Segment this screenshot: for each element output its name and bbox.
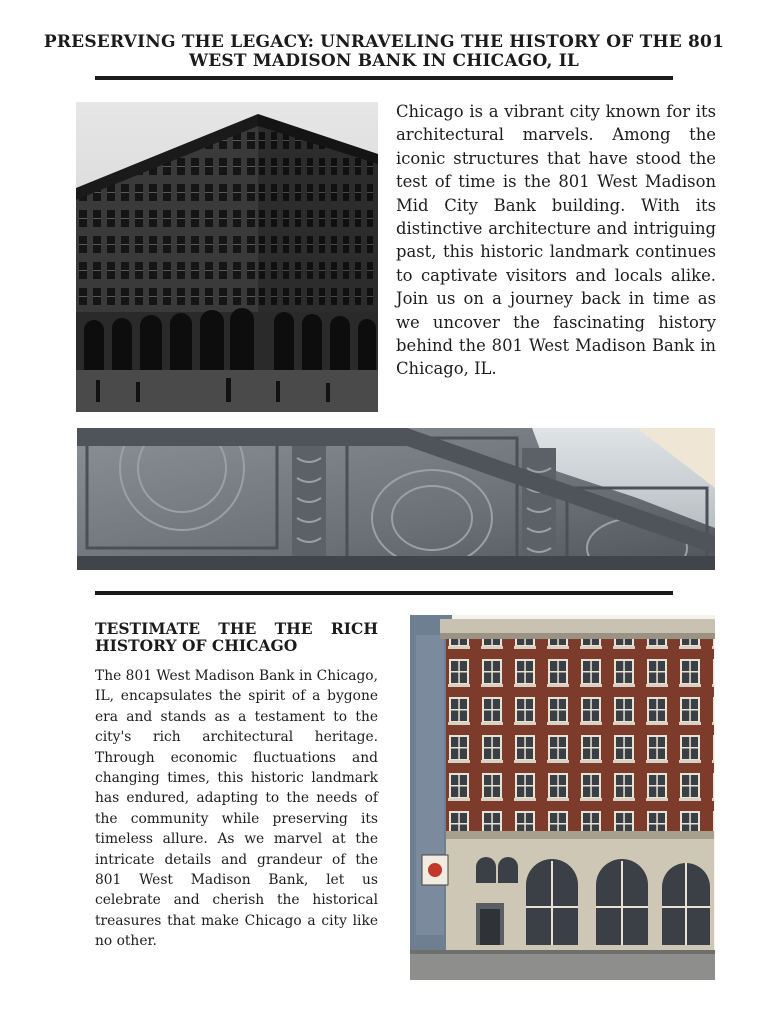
- title-divider: [95, 76, 673, 80]
- section-paragraph: The 801 West Madison Bank in Chicago, IL, encapsulates the spirit of a bygone era and stands as a testament to the city's rich architectural heritage. Through economic fluctuations and changing times, this historic landmark has endured, adapting to the needs of the community while preserving its timeless allure. As we marvel at the intricate details and grandeur of the 801 West Madison Bank, let us celebrate and cherish the historical treasures that make Chicago a city like no other.: [95, 668, 378, 950]
- intro-paragraph: Chicago is a vibrant city known for its architectural marvels. Among the iconic structures that have stood the test of time is the 801 West Madison Mid City Bank building. With its distinctive architecture and intriguing past, this historic landmark continues to captivate visitors and locals alike. Join us on a journey back in time as we uncover the fascinating history behind the 801 West Madison Bank in Chicago, IL.: [396, 102, 716, 379]
- section-heading: TESTIMATE THE THE RICH HISTORY OF CHICAGO: [95, 619, 378, 655]
- watercolor-building-painting: [410, 615, 715, 980]
- historic-building-photo: [76, 102, 378, 412]
- ornamental-frieze-photo: [77, 428, 715, 570]
- section-divider: [95, 591, 673, 595]
- page-title: PRESERVING THE LEGACY: UNRAVELING THE HISTORY OF THE 801 WEST MADISON BANK IN CHICAGO, IL: [43, 32, 725, 72]
